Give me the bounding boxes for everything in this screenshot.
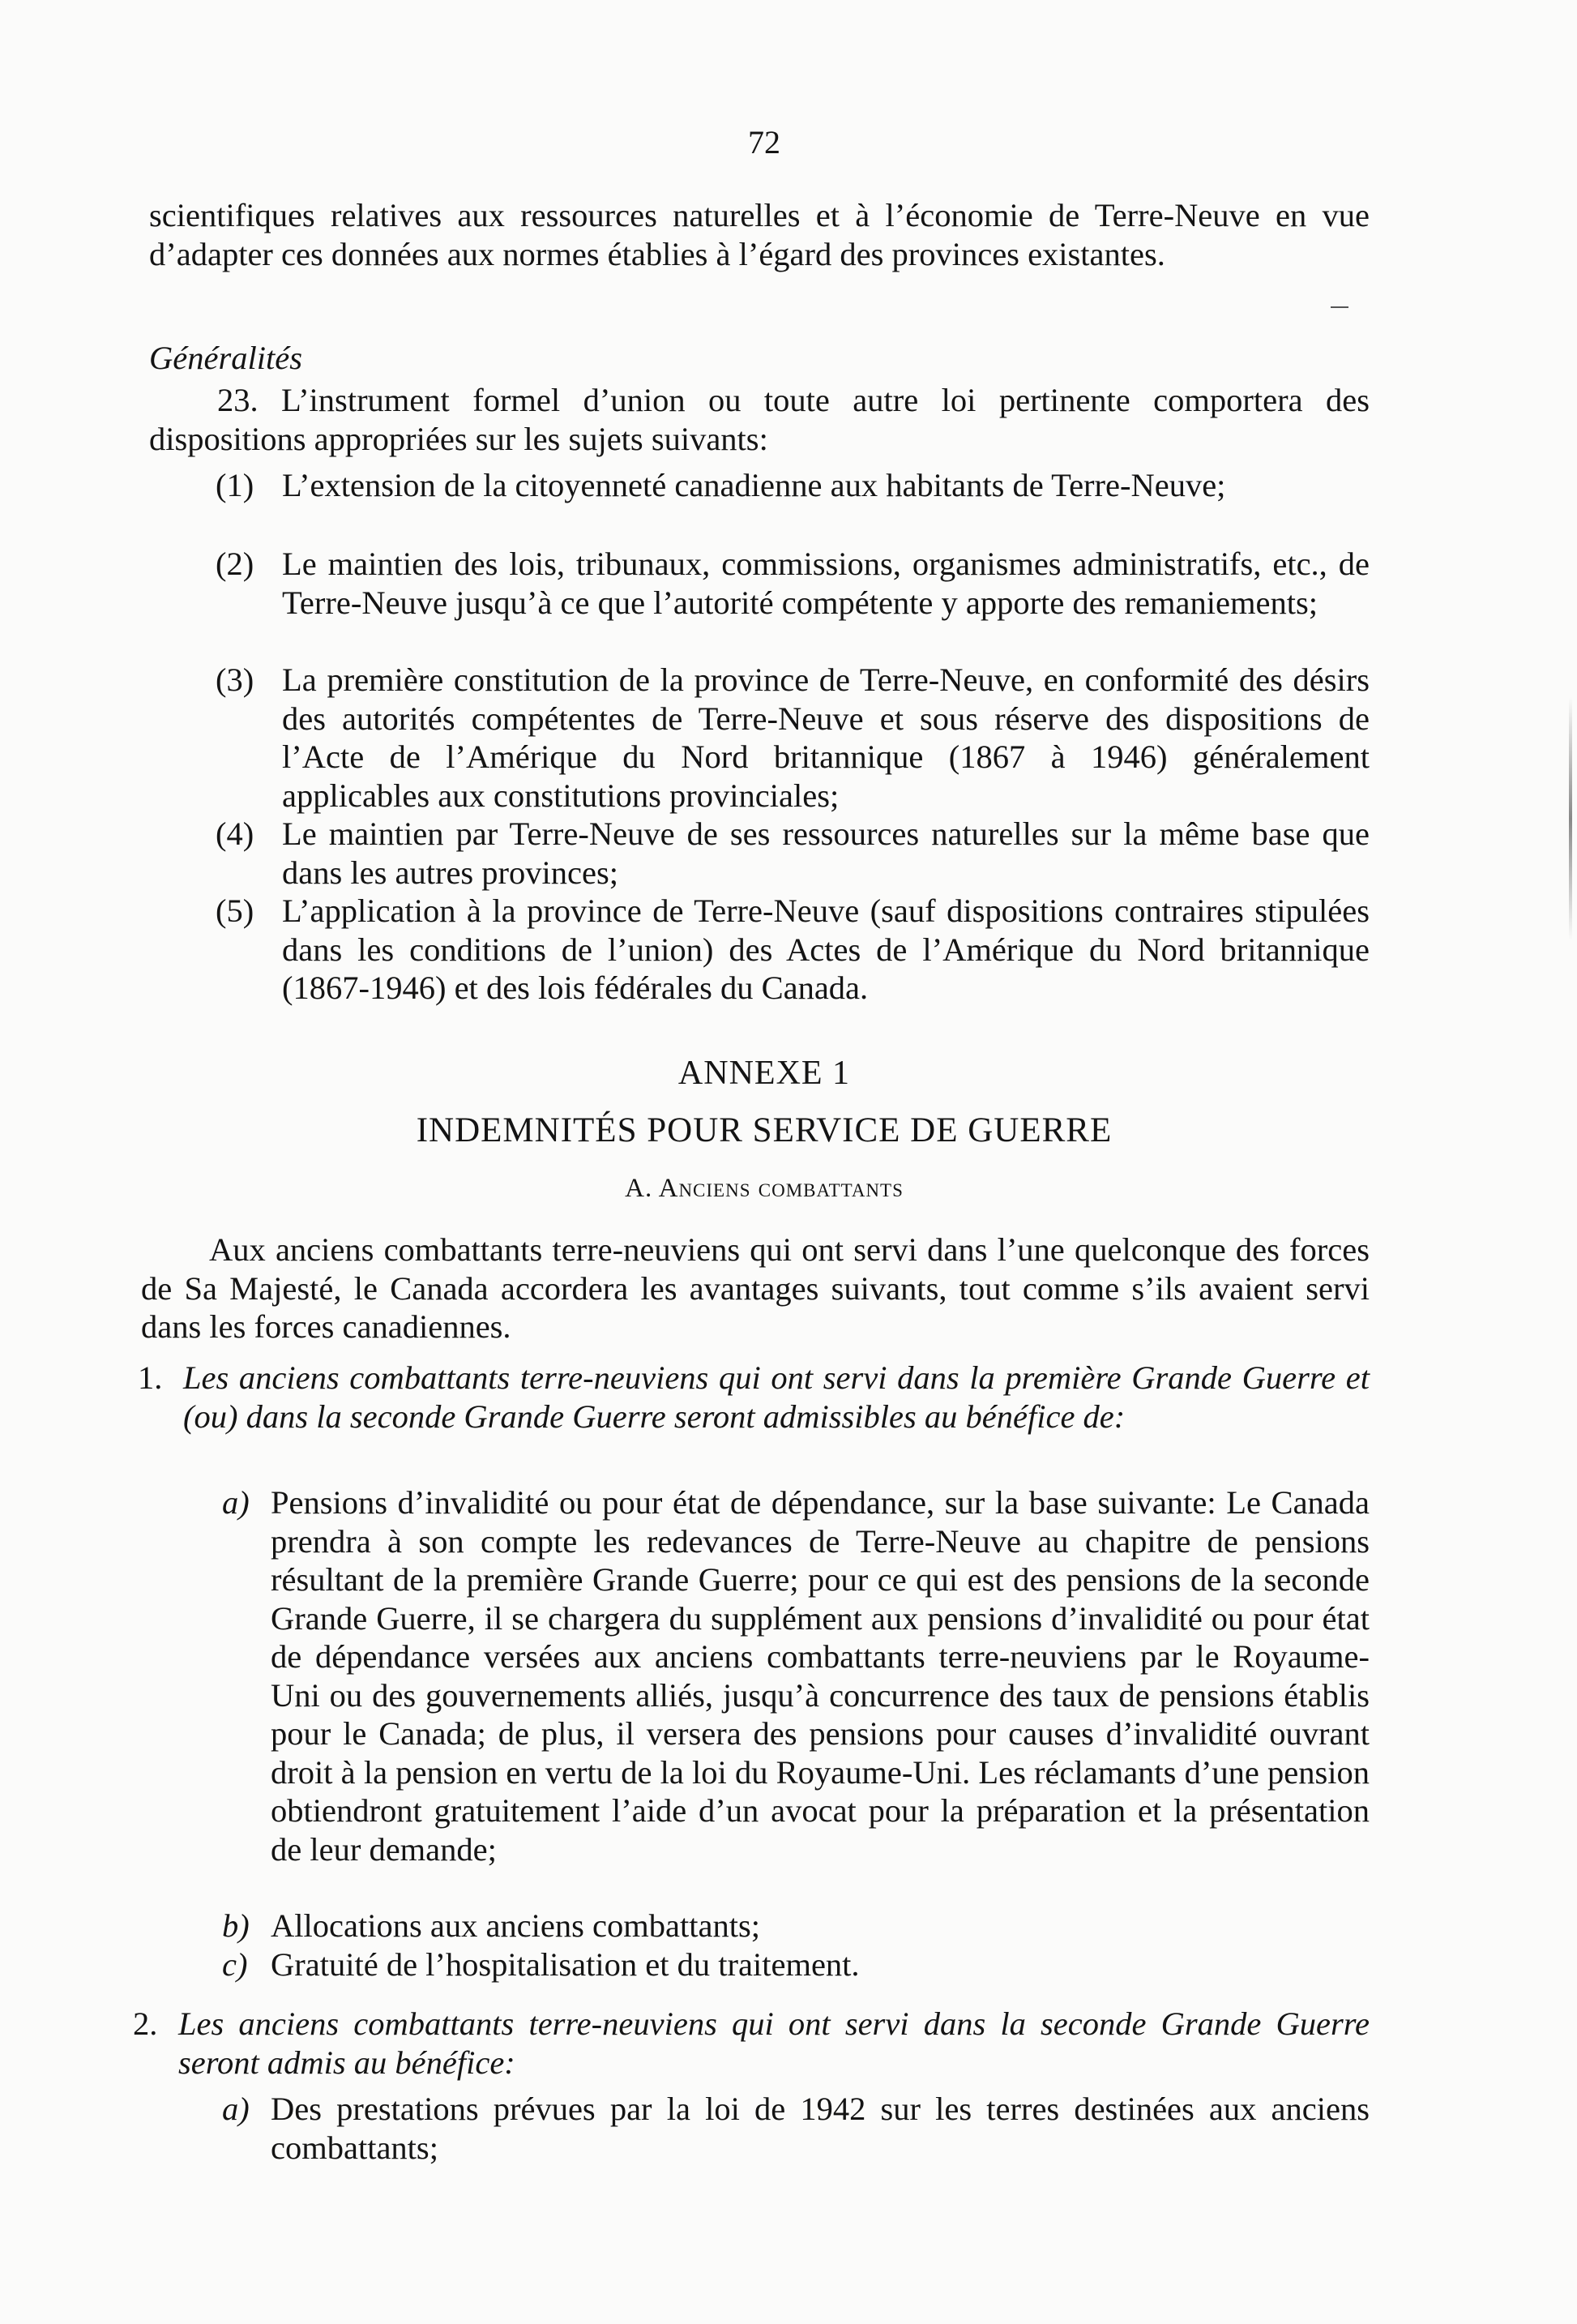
- provision-number: (4): [216, 815, 254, 852]
- item-number: 2.: [133, 2005, 158, 2042]
- sub-item: [222, 1945, 1370, 1984]
- section-heading: Généralités: [149, 340, 302, 376]
- sub-item-text: Des prestations prévues par la loi de 1942 sur les terres destinées aux anciens combattants;: [271, 2091, 1370, 2166]
- provision-text: Le maintien des lois, tribunaux, commissions, organismes administratifs, etc., de Terre-Neuve jusqu’à ce que l’autorité compétente y apporte des remaniements;: [282, 546, 1370, 621]
- sub-item-letter: c): [222, 1946, 248, 1983]
- sub-item: [222, 2090, 1370, 2167]
- item-text: Les anciens combattants terre-neuviens qui ont servi dans la seconde Grande Guerre seront admis au bénéfice:: [178, 2005, 1370, 2081]
- intro-paragraph: Aux anciens combattants terre-neuviens qui ont servi dans l’une quelconque des forces de Sa Majesté, le Canada accordera les avantages suivants, tout comme s’ils avaient servi dans les forces canadiennes.: [141, 1231, 1370, 1345]
- item-text: Les anciens combattants terre-neuviens qui ont servi dans la première Grande Guerre et (ou) dans la seconde Grande Guerre seront admissibles au bénéfice de:: [183, 1359, 1370, 1435]
- provision-text: L’extension de la citoyenneté canadienne aux habitants de Terre-Neuve;: [282, 467, 1226, 503]
- numbered-item-2: [133, 2005, 1370, 2082]
- provision-text: Le maintien par Terre-Neuve de ses ressources naturelles sur la même base que dans les autres provinces;: [282, 815, 1370, 891]
- provision-item: [216, 545, 1370, 622]
- sub-item-text: Allocations aux anciens combattants;: [271, 1907, 760, 1944]
- annexe-subtitle: INDEMNITÉS POUR SERVICE DE GUERRE: [416, 1111, 1113, 1149]
- provision-item: [216, 661, 1370, 815]
- provision-number: (2): [216, 546, 254, 582]
- provision-text: L’application à la province de Terre-Neuve (sauf dispositions contraires stipulées dans les conditions de l’union) des Actes de l’Amérique du Nord britannique (1867-1946) et des lois fédérales du Canada.: [282, 892, 1370, 1006]
- provision-item: [216, 815, 1370, 892]
- page-number: 72: [748, 124, 780, 160]
- provision-number: (1): [216, 467, 254, 503]
- provision-number: (3): [216, 661, 254, 698]
- sub-item-text: Pensions d’invalidité ou pour état de dépendance, sur la base suivante: Le Canada prendra à son compte les redevances de Terre-Neuve au chapitre de pensions résultant de la première Grande Guerre; pour ce qui est des pensions de la seconde Grande Guerre, il se chargera du supplément aux pensions d’invalidité ou pour état de dépendance versées aux anciens combattants terre-neuviens par le Royaume-Uni ou des gouvernements alliés, jusqu’à concurrence des taux de pensions établis pour le Canada; de plus, il versera des pensions pour causes d’invalidité ouvrant droit à la pension en vertu de la loi du Royaume-Uni. Les réclamants d’une pension obtiendront gratuitement l’aide d’un avocat pour la préparation et la présentation de leur demande;: [271, 1484, 1370, 1868]
- continued-paragraph: scientifiques relatives aux ressources naturelles et à l’économie de Terre-Neuve en vue d’adapter ces données aux normes établies à l’égard des provinces existantes.: [149, 197, 1370, 272]
- sub-item: [222, 1483, 1370, 1868]
- sub-item-letter: a): [222, 1484, 250, 1521]
- item-number: 1.: [138, 1359, 163, 1396]
- sub-item-text: Gratuité de l’hospitalisation et du traitement.: [271, 1946, 860, 1983]
- annexe-title: ANNEXE 1: [677, 1055, 851, 1092]
- stray-mark: [1331, 306, 1348, 308]
- paragraph-23: 23. L’instrument formel d’union ou toute autre loi pertinente comportera des dispositions appropriées sur les sujets suivants:: [149, 382, 1370, 457]
- section-a-title: [0, 1174, 1528, 1204]
- section-a-title-text: A. Anciens combattants: [625, 1174, 904, 1203]
- scan-edge-shadow: [1569, 697, 1572, 940]
- numbered-item-1: [138, 1359, 1370, 1436]
- provision-text: La première constitution de la province de Terre-Neuve, en conformité des désirs des autorités compétentes de Terre-Neuve et sous réserve des dispositions de l’Acte de l’Amérique du Nord britannique (1867 à 1946) généralement applicables aux constitutions provinciales;: [282, 661, 1370, 814]
- provision-item: [216, 466, 1370, 505]
- provision-number: (5): [216, 892, 254, 929]
- sub-item-letter: b): [222, 1907, 250, 1944]
- sub-item-letter: a): [222, 2091, 250, 2127]
- provision-item: [216, 892, 1370, 1008]
- sub-item: [222, 1907, 1370, 1945]
